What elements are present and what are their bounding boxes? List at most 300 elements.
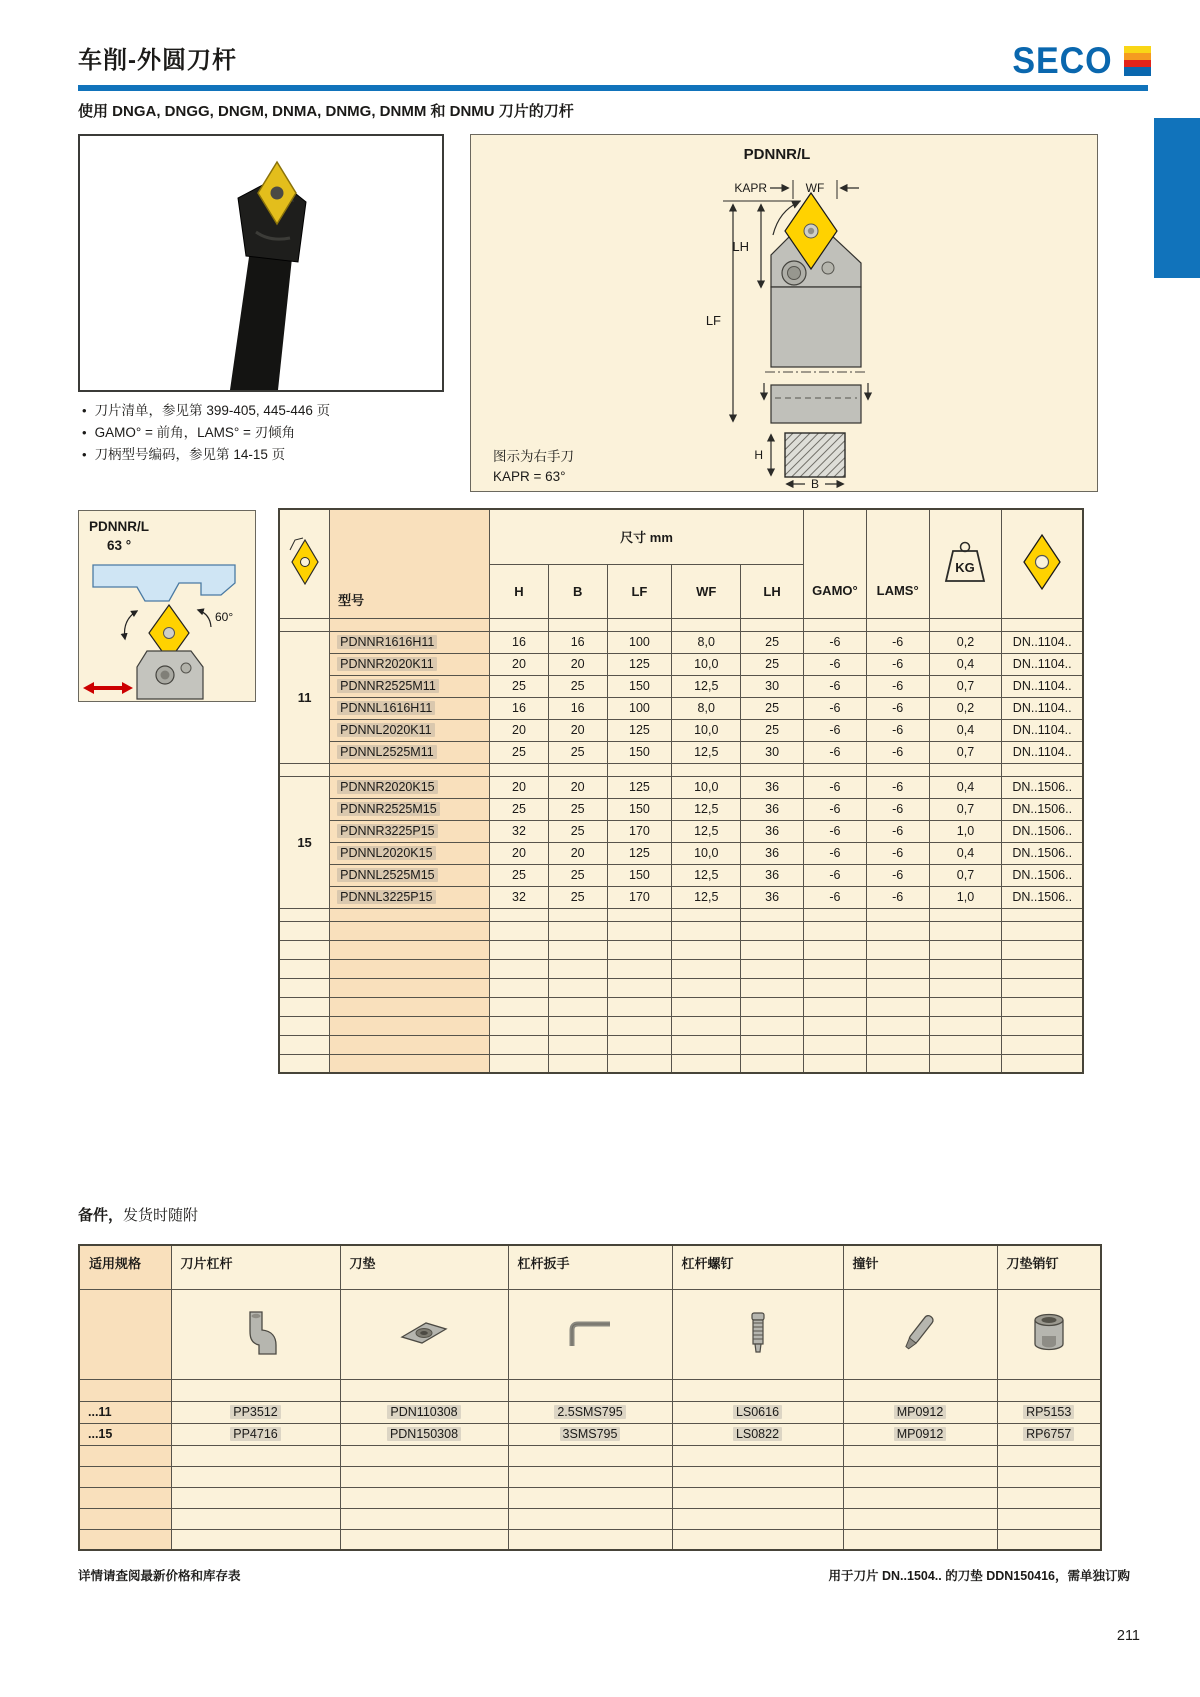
cell-kg: 0,4: [929, 719, 1002, 741]
dimension-diagram-panel: [470, 134, 1098, 492]
cell-insert: DN..1104..: [1002, 719, 1083, 741]
cell-lh: 25: [741, 653, 804, 675]
cell-lf: 150: [607, 741, 672, 763]
empty-row: [279, 921, 1083, 940]
cell-lams: -6: [866, 776, 929, 798]
cell-lh: 36: [741, 798, 804, 820]
spacer-cell: [804, 921, 867, 940]
spacer-cell: [548, 940, 607, 959]
spacer-cell: [741, 940, 804, 959]
table-row: [279, 820, 1083, 842]
kapr-label: KAPR: [734, 181, 767, 195]
table-row: [279, 741, 1083, 763]
spacer-cell: [548, 908, 607, 921]
spacer-cell: [804, 618, 867, 631]
spacer-cell: [607, 978, 672, 997]
cell-b: 25: [548, 864, 607, 886]
spacer-cell: [330, 959, 490, 978]
main-table-body: [279, 618, 1083, 1073]
spacer-cell: [804, 1035, 867, 1054]
spacer-cell: [330, 1035, 490, 1054]
empty-row: [79, 1508, 1101, 1529]
insert-big-icon: [1019, 531, 1065, 593]
cell-value: [171, 1445, 340, 1466]
spacer-cell: [672, 1035, 741, 1054]
seco-logo: [1008, 40, 1151, 82]
cell-value: PDN150308: [340, 1423, 508, 1445]
spacer-cell: [866, 921, 929, 940]
lever-image-cell: [171, 1289, 340, 1379]
cell-lams: -6: [866, 719, 929, 741]
spacer-cell: [741, 959, 804, 978]
cell-gamo: -6: [804, 776, 867, 798]
spacer-cell: [490, 1016, 549, 1035]
main-table: [278, 508, 1084, 1074]
cell-kg: 0,2: [929, 631, 1002, 653]
cell-b: 16: [548, 697, 607, 719]
cell-value: [843, 1487, 997, 1508]
spacer-cell: [672, 908, 741, 921]
cell-lams: -6: [866, 653, 929, 675]
cell-b: 20: [548, 842, 607, 864]
spacer-cell: [279, 618, 330, 631]
cell-model: PDNNR1616H11: [330, 631, 490, 653]
spacer-cell: [79, 1289, 171, 1379]
cell-kg: 1,0: [929, 886, 1002, 908]
spacer-cell: [490, 1054, 549, 1073]
cell-value: [340, 1466, 508, 1487]
spacer-cell: [330, 763, 490, 776]
cell-b: 25: [548, 886, 607, 908]
cell-lams: -6: [866, 820, 929, 842]
cell-h: 25: [490, 675, 549, 697]
spacer-cell: [1002, 908, 1083, 921]
spares-col-shimpin: 刀垫销钉: [997, 1245, 1101, 1289]
cell-gamo: -6: [804, 741, 867, 763]
spacer-cell: [279, 908, 330, 921]
spacer-cell: [672, 997, 741, 1016]
cell-insert: DN..1104..: [1002, 631, 1083, 653]
cell-value: [997, 1379, 1101, 1401]
spares-col-pin: 撞针: [843, 1245, 997, 1289]
spares-title-bold: 备件，: [78, 1207, 124, 1224]
spacer-cell: [279, 1016, 330, 1035]
spacer-cell: [866, 940, 929, 959]
pin-image-cell: [843, 1289, 997, 1379]
cell-model: PDNNR2020K11: [330, 653, 490, 675]
cell-lh: 36: [741, 864, 804, 886]
cell-insert: DN..1104..: [1002, 675, 1083, 697]
cell-value: [508, 1466, 672, 1487]
spacer-cell: [607, 940, 672, 959]
screw-image-cell: [672, 1289, 843, 1379]
shim-image-cell: [340, 1289, 508, 1379]
cell-wf: 12,5: [672, 675, 741, 697]
cell-gamo: -6: [804, 842, 867, 864]
cell-value: [843, 1529, 997, 1550]
product-photo: [78, 134, 444, 392]
tool-dimension-diagram: [471, 135, 1095, 489]
cell-b: 25: [548, 741, 607, 763]
table-row: [279, 776, 1083, 798]
spacer-cell: [1002, 618, 1083, 631]
spacer-cell: [929, 959, 1002, 978]
wf-label: WF: [805, 181, 825, 195]
spacer-cell: [330, 1016, 490, 1035]
spacer-cell: [929, 978, 1002, 997]
spacer-cell: [490, 940, 549, 959]
cell-value: [997, 1508, 1101, 1529]
geometry-panel-title: PDNNR/L: [89, 519, 149, 534]
svg-text:KG: KG: [955, 560, 976, 576]
cell-value: RP6757: [997, 1423, 1101, 1445]
spacer-cell: [330, 940, 490, 959]
cell-b: 25: [548, 820, 607, 842]
spacer-cell: [490, 978, 549, 997]
spacer-cell: [929, 997, 1002, 1016]
cell-b: 25: [548, 798, 607, 820]
cell-insert: DN..1506..: [1002, 798, 1083, 820]
h-label: H: [754, 448, 763, 462]
cell-kg: 0,7: [929, 864, 1002, 886]
cell-b: 16: [548, 631, 607, 653]
note-item: • GAMO° = 前角，LAMS° = 刃倾角: [82, 422, 330, 444]
cell-gamo: -6: [804, 631, 867, 653]
weight-column-header: [929, 509, 1002, 618]
cell-h: 16: [490, 631, 549, 653]
spacer-cell: [330, 618, 490, 631]
model-column-header: 型号: [330, 509, 490, 618]
cell-h: 25: [490, 864, 549, 886]
spacer-cell: [279, 921, 330, 940]
spacer-cell: [929, 908, 1002, 921]
spacer-cell: [866, 1016, 929, 1035]
cell-value: [508, 1529, 672, 1550]
cell-b: 20: [548, 776, 607, 798]
spacer-cell: [866, 959, 929, 978]
spacer-cell: [490, 921, 549, 940]
cell-wf: 12,5: [672, 864, 741, 886]
cell-h: 20: [490, 842, 549, 864]
spares-row: [79, 1401, 1101, 1423]
page-title: 车削-外圆刀杆: [78, 47, 237, 74]
empty-row: [279, 1016, 1083, 1035]
cell-spec: [79, 1487, 171, 1508]
cell-lh: 30: [741, 675, 804, 697]
cell-lf: 150: [607, 675, 672, 697]
spacer-cell: [672, 618, 741, 631]
spacer-cell: [490, 997, 549, 1016]
cell-wf: 12,5: [672, 798, 741, 820]
diagram-caption-1: 图示为右手刀: [493, 449, 574, 464]
spares-col-wrench: 杠杆扳手: [508, 1245, 672, 1289]
spacer-cell: [804, 940, 867, 959]
cell-wf: 8,0: [672, 631, 741, 653]
cell-h: 25: [490, 798, 549, 820]
cell-insert: DN..1104..: [1002, 741, 1083, 763]
footer-note-right: 用于刀片 DN..1504.. 的刀垫 DDN150416，需单独订购: [828, 1569, 1130, 1583]
cell-lams: -6: [866, 842, 929, 864]
cell-kg: 0,7: [929, 675, 1002, 697]
cell-h: 32: [490, 886, 549, 908]
cell-h: 25: [490, 741, 549, 763]
cell-lams: -6: [866, 631, 929, 653]
cell-value: [672, 1466, 843, 1487]
cell-gamo: -6: [804, 820, 867, 842]
spares-row: [79, 1423, 1101, 1445]
spares-title-rest: 发货时随附: [123, 1207, 199, 1224]
spacer-cell: [929, 1054, 1002, 1073]
table-row: [279, 697, 1083, 719]
cell-value: [171, 1529, 340, 1550]
table-row: [279, 675, 1083, 697]
header-divider: [78, 85, 1148, 91]
cell-value: [340, 1487, 508, 1508]
spacer-cell: [1002, 940, 1083, 959]
spares-col-shim: 刀垫: [340, 1245, 508, 1289]
note-item: • 刀片清单，参见第 399-405, 445-446 页: [82, 400, 330, 422]
cell-lh: 30: [741, 741, 804, 763]
spacer-cell: [1002, 959, 1083, 978]
gamo-column-header: GAMO°: [804, 509, 867, 618]
cell-value: [843, 1508, 997, 1529]
cell-b: 20: [548, 719, 607, 741]
empty-row: [79, 1487, 1101, 1508]
spacer-cell: [279, 997, 330, 1016]
cell-kg: 0,7: [929, 798, 1002, 820]
spacer-cell: [741, 1035, 804, 1054]
spacer-cell: [607, 763, 672, 776]
cell-value: [672, 1445, 843, 1466]
empty-row: [279, 1035, 1083, 1054]
spacer-cell: [672, 940, 741, 959]
cell-value: LS0822: [672, 1423, 843, 1445]
cell-insert: DN..1506..: [1002, 886, 1083, 908]
cell-gamo: -6: [804, 864, 867, 886]
spacer-cell: [548, 763, 607, 776]
spacer-cell: [672, 959, 741, 978]
cell-value: [508, 1508, 672, 1529]
spacer-cell: [607, 618, 672, 631]
cell-wf: 10,0: [672, 776, 741, 798]
diagram-title: PDNNR/L: [743, 146, 811, 163]
spacer-cell: [804, 763, 867, 776]
cell-insert: DN..1506..: [1002, 842, 1083, 864]
cell-value: [508, 1487, 672, 1508]
spacer-cell: [548, 921, 607, 940]
spacer-cell: [548, 959, 607, 978]
spacer-cell: [1002, 921, 1083, 940]
toolholder-photo-icon: [80, 136, 442, 390]
spacer-cell: [548, 1035, 607, 1054]
spares-title: [78, 1204, 198, 1225]
table-row: [279, 864, 1083, 886]
empty-row: [79, 1466, 1101, 1487]
spacer-cell: [672, 978, 741, 997]
cell-gamo: -6: [804, 886, 867, 908]
lh-label: LH: [732, 239, 749, 254]
spacer-cell: [1002, 1016, 1083, 1035]
cell-spec: [79, 1466, 171, 1487]
page-subtitle: 使用 DNGA, DNGG, DNGM, DNMA, DNMG, DNMM 和 DNMU 刀片的刀杆: [78, 103, 574, 120]
weight-kg-icon: [942, 541, 988, 583]
dimension-group-header: 尺寸 mm: [490, 509, 804, 564]
table-row: [279, 842, 1083, 864]
dim-lh-header: LH: [741, 564, 804, 618]
cell-value: [340, 1379, 508, 1401]
cell-lh: 36: [741, 820, 804, 842]
cell-value: PDN110308: [340, 1401, 508, 1423]
spacer-cell: [741, 618, 804, 631]
cell-lh: 36: [741, 886, 804, 908]
spacer-cell: [866, 1035, 929, 1054]
empty-row: [279, 763, 1083, 776]
cell-kg: 0,4: [929, 842, 1002, 864]
spacer-cell: [804, 997, 867, 1016]
spacer-cell: [490, 908, 549, 921]
cell-spec: ...11: [79, 1401, 171, 1423]
logo-color-block-icon: [1124, 46, 1151, 76]
diagram-caption-2: KAPR = 63°: [493, 469, 566, 484]
spacer-cell: [607, 1035, 672, 1054]
spacer-cell: [741, 997, 804, 1016]
cell-value: PP4716: [171, 1423, 340, 1445]
cell-spec: [79, 1529, 171, 1550]
spacer-cell: [330, 908, 490, 921]
spacer-cell: [866, 1054, 929, 1073]
spares-col-spec: 适用规格: [79, 1245, 171, 1289]
spacer-cell: [490, 1035, 549, 1054]
spares-table: [78, 1244, 1102, 1551]
cell-lf: 170: [607, 886, 672, 908]
cell-value: PP3512: [171, 1401, 340, 1423]
cell-value: [508, 1379, 672, 1401]
table-row: [279, 653, 1083, 675]
cell-spec: [79, 1379, 171, 1401]
cell-value: [171, 1379, 340, 1401]
spacer-cell: [804, 959, 867, 978]
insert-shape-column-header: [279, 509, 330, 618]
spacer-cell: [1002, 997, 1083, 1016]
pin-punch-icon: [898, 1311, 942, 1355]
spacer-cell: [741, 1016, 804, 1035]
cell-lf: 150: [607, 798, 672, 820]
empty-row: [279, 978, 1083, 997]
cell-value: [171, 1466, 340, 1487]
empty-row: [279, 618, 1083, 631]
cell-lams: -6: [866, 697, 929, 719]
cell-spec: [79, 1508, 171, 1529]
cell-lams: -6: [866, 864, 929, 886]
spacer-cell: [929, 940, 1002, 959]
spacer-cell: [1002, 1054, 1083, 1073]
cell-value: [340, 1529, 508, 1550]
cell-b: 20: [548, 653, 607, 675]
cell-lams: -6: [866, 798, 929, 820]
spacer-cell: [279, 959, 330, 978]
insert-small-icon: [287, 536, 323, 588]
cell-wf: 10,0: [672, 842, 741, 864]
cell-model: PDNNL3225P15: [330, 886, 490, 908]
spacer-cell: [866, 978, 929, 997]
spacer-cell: [929, 618, 1002, 631]
cell-value: [843, 1445, 997, 1466]
spacer-cell: [804, 978, 867, 997]
cell-model: PDNNL2525M11: [330, 741, 490, 763]
hex-key-icon: [564, 1316, 616, 1350]
empty-row: [79, 1529, 1101, 1550]
empty-row: [279, 908, 1083, 921]
cell-value: MP0912: [843, 1423, 997, 1445]
shim-icon: [398, 1315, 450, 1351]
spacer-cell: [741, 908, 804, 921]
cell-lf: 150: [607, 864, 672, 886]
spares-table-body: [79, 1379, 1101, 1550]
cell-wf: 12,5: [672, 741, 741, 763]
spares-col-lever: 刀片杠杆: [171, 1245, 340, 1289]
cell-wf: 12,5: [672, 886, 741, 908]
cell-kg: 0,4: [929, 653, 1002, 675]
cell-value: [508, 1445, 672, 1466]
spacer-cell: [866, 763, 929, 776]
cell-value: [340, 1508, 508, 1529]
cell-kg: 0,2: [929, 697, 1002, 719]
spacer-cell: [741, 763, 804, 776]
empty-row: [79, 1379, 1101, 1401]
dim-lf-header: LF: [607, 564, 672, 618]
cell-wf: 12,5: [672, 820, 741, 842]
spacer-cell: [607, 921, 672, 940]
empty-row: [279, 959, 1083, 978]
lams-column-header: LAMS°: [866, 509, 929, 618]
note-list: [82, 400, 330, 466]
cell-insert: DN..1506..: [1002, 820, 1083, 842]
spacer-cell: [490, 959, 549, 978]
cell-value: [843, 1466, 997, 1487]
lf-label: LF: [705, 313, 721, 328]
insert-column-header: [1002, 509, 1083, 618]
cell-lh: 25: [741, 719, 804, 741]
cell-insert: DN..1506..: [1002, 776, 1083, 798]
spacer-cell: [929, 1035, 1002, 1054]
cell-kg: 1,0: [929, 820, 1002, 842]
spacer-cell: [490, 618, 549, 631]
cell-value: [171, 1508, 340, 1529]
geometry-diagram: [79, 555, 253, 701]
page-number: 211: [1116, 1628, 1140, 1644]
cell-lams: -6: [866, 886, 929, 908]
spacer-cell: [1002, 978, 1083, 997]
cell-model: PDNNL2020K15: [330, 842, 490, 864]
cell-lf: 125: [607, 719, 672, 741]
spacer-cell: [929, 1016, 1002, 1035]
spacer-cell: [741, 1054, 804, 1073]
spacer-cell: [490, 763, 549, 776]
spacer-cell: [330, 997, 490, 1016]
spacer-cell: [548, 1054, 607, 1073]
spacer-cell: [330, 921, 490, 940]
cell-h: 20: [490, 776, 549, 798]
cell-h: 32: [490, 820, 549, 842]
cell-b: 25: [548, 675, 607, 697]
spacer-cell: [607, 1016, 672, 1035]
cell-value: [843, 1379, 997, 1401]
spacer-cell: [330, 978, 490, 997]
spacer-cell: [607, 997, 672, 1016]
spacer-cell: [804, 908, 867, 921]
spacer-cell: [741, 921, 804, 940]
cell-lf: 170: [607, 820, 672, 842]
